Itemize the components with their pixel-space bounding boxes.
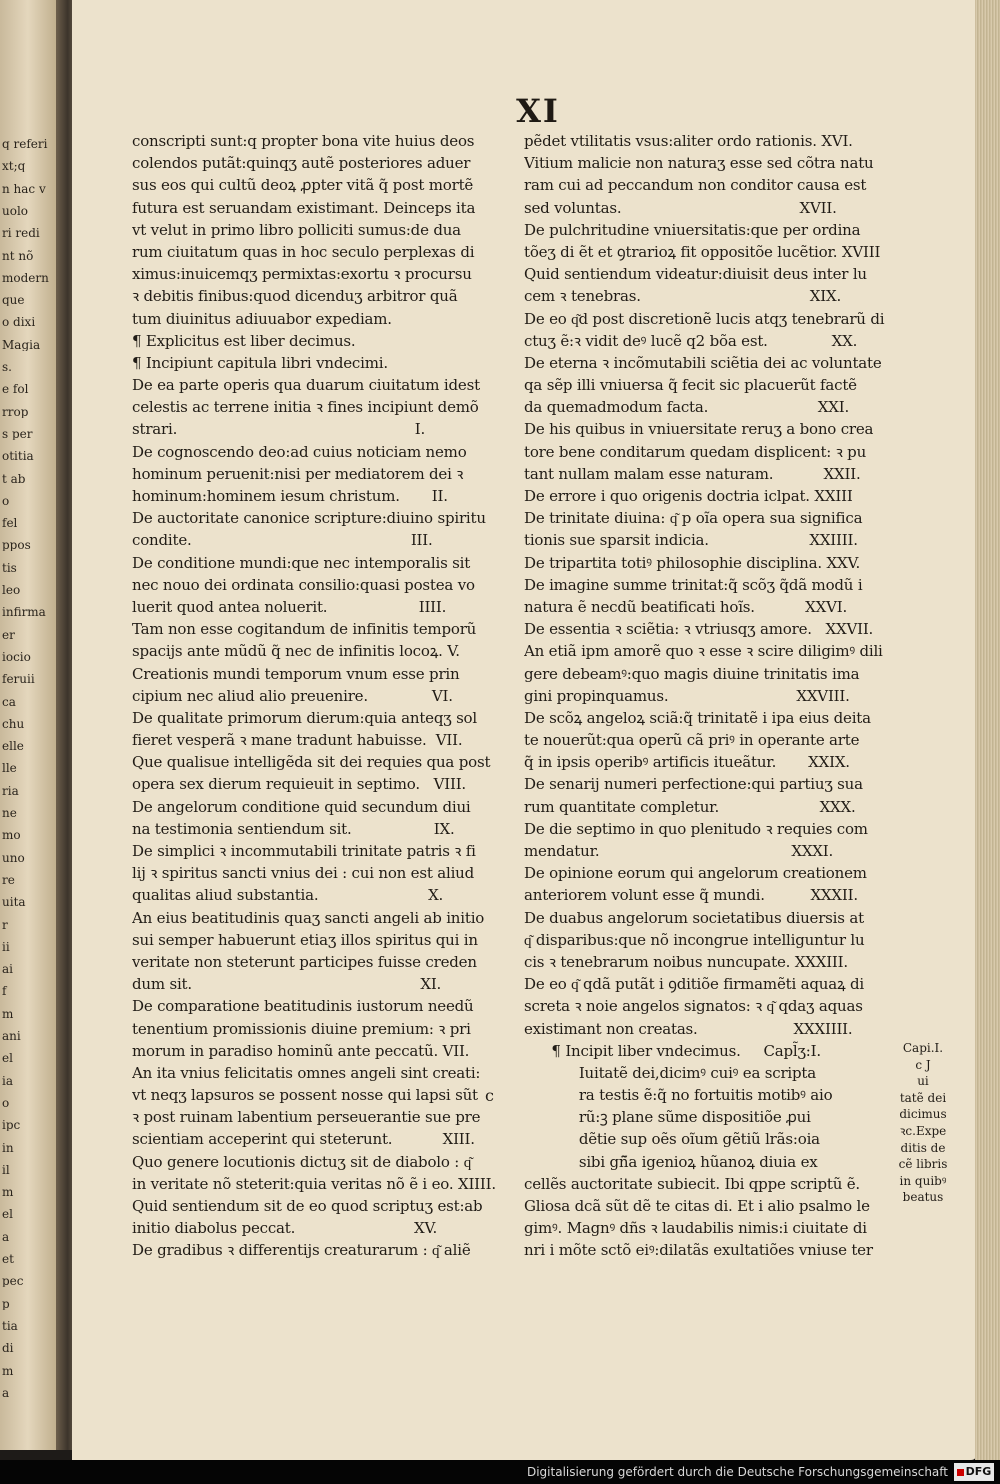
text-line: De errore i quo origenis doctria iclpat. XXIII: [524, 487, 853, 505]
text-line: tõeʒ di ẽt et ꝯtrarioꝝ fit oppositõe lucẽtior. XVIII: [524, 242, 881, 261]
text-line: condite. III.: [132, 531, 433, 550]
left-page-fragment: r: [2, 918, 8, 931]
margin-note-line: cẽ libris: [898, 1157, 948, 1172]
left-page-fragment: p: [2, 1297, 10, 1310]
left-page-fragment: rrop: [2, 405, 29, 418]
text-line: De comparatione beatitudinis iustorum needũ: [132, 997, 474, 1016]
left-page-fragment: re: [2, 873, 15, 886]
left-page-fragment: a: [2, 1230, 10, 1243]
left-page-fragment: xt;q: [2, 160, 26, 173]
text-line: rũ:ꝫ plane sũme dispositiõe ꝓui: [524, 1108, 811, 1127]
text-line: De angelorum conditione quid secundum diui: [132, 797, 471, 816]
margin-note-line: in quibꝰ: [899, 1173, 947, 1188]
text-line: Iuitatẽ dei,dicimꝰ cuiꝰ ea scripta: [524, 1063, 816, 1082]
text-line: mendatur. XXXI.: [524, 842, 834, 860]
left-page-fragment: que: [2, 294, 25, 307]
left-page-fragment: ai: [2, 963, 13, 976]
margin-note: [895, 1040, 951, 1206]
left-page-fragment: q referi: [2, 138, 48, 150]
text-line: Quid sentiendum videatur:diuisit deus inter lu: [524, 265, 867, 284]
left-page-fragment: ii: [2, 940, 10, 953]
text-line: De conditione mundi:que nec intemporalis sit: [132, 553, 471, 572]
text-line: De auctoritate canonice scripture:diuino spiritu: [132, 509, 486, 528]
text-line: te nouerũt:qua operũ cã priꝰ in operante arte: [524, 731, 860, 750]
left-page-fragment: m: [2, 1186, 14, 1199]
text-line: dẽtie sup oẽs oĩum gẽtiũ lrãs:oia: [524, 1130, 820, 1149]
left-page-fragment: s.: [2, 361, 12, 373]
text-line: cellẽs auctoritate subiecit. Ibi qppe scriptũ ẽ.: [524, 1174, 861, 1193]
text-line: q͂ disparibus:que nõ incongrue intelliguntur lu: [524, 930, 865, 949]
left-page-fragment: et: [2, 1253, 14, 1265]
text-line: An ita vnius felicitatis omnes angeli sint creati:: [132, 1063, 481, 1082]
left-page-fragment: uita: [2, 896, 26, 909]
left-page-fragment: er: [2, 628, 15, 641]
text-line: De cognoscendo deo:ad cuius noticiam nemo: [132, 442, 467, 461]
left-page-fragment: f: [2, 985, 7, 998]
left-page-fragment: il: [2, 1163, 10, 1176]
text-line: nri i mõte sctõ eiꝰ:dilatãs exultatiões vniuse ter: [524, 1241, 873, 1260]
text-line: sed voluntas. XVII.: [524, 198, 837, 217]
text-line: rum ciuitatum quas in hoc seculo perplexas di: [132, 242, 475, 261]
text-line: ꝛ debitis finibus:quod dicenduʒ arbitror quã: [132, 287, 458, 306]
text-line: initio diabolus peccat. XV.: [132, 1219, 438, 1238]
text-line: An eius beatitudinis quaʒ sancti angeli ab initio: [132, 908, 485, 927]
text-line: cis ꝛ tenebrarum noibus nuncupate. XXXIII.: [524, 952, 848, 971]
text-line: sui semper habuerunt etiaʒ illos spiritus qui in: [132, 930, 478, 949]
margin-note-line: beatus: [902, 1190, 944, 1205]
text-line: existimant non creatas. XXXIIII.: [524, 1019, 853, 1038]
text-line: conscripti sunt:q propter bona vite huius deos: [132, 132, 475, 150]
text-line: sus eos qui cultũ deoꝝ ꝓpter vitã q̃ post mortẽ: [132, 176, 474, 195]
text-line: De essentia ꝛ sciẽtia: ꝛ vtriusqʒ amore. XXVII.: [524, 620, 874, 639]
text-line: De gradibus ꝛ differentijs creaturarum : q͂ aliẽ: [132, 1241, 471, 1260]
text-line: De qualitate primorum dierum:quia anteqʒ sol: [132, 708, 477, 727]
left-page-fragment: ani: [2, 1030, 21, 1042]
text-line: colendos putãt:quinqʒ autẽ posteriores aduer: [132, 154, 471, 173]
right-text-column: [524, 130, 899, 1262]
logo-text: DFG: [965, 1465, 992, 1478]
text-line: vt velut in primo libro polliciti sumus:de dua: [132, 220, 461, 239]
text-line: An etiã ipm amorẽ quo ꝛ esse ꝛ scire diligimꝰ dili: [524, 642, 883, 661]
text-line: De eterna ꝛ incõmutabili sciẽtia dei ac voluntate: [524, 353, 882, 372]
text-line: morum in paradiso hominũ ante peccatũ. VII.: [132, 1041, 470, 1060]
text-line: nec nouo dei ordinata consilio:quasi postea vo: [132, 575, 475, 594]
left-page-fragment: ia: [2, 1074, 13, 1087]
text-line: opera sex dierum requieuit in septimo. VIII.: [132, 775, 466, 794]
left-page-fragment: iocio: [2, 650, 31, 663]
text-line: cem ꝛ tenebras. XIX.: [524, 287, 842, 306]
text-line: De tripartita totiꝰ philosophie disciplina. XXV.: [524, 553, 861, 572]
page-edges: [975, 0, 1000, 1460]
text-line: De imagine summe trinitat:q̃ scõʒ q̃dã modũ i: [524, 575, 863, 594]
left-page-fragment: ri redi: [2, 227, 40, 240]
left-page-fragment: uolo: [2, 204, 29, 217]
text-line: fieret vesperã ꝛ mane tradunt habuisse. VII.: [132, 731, 463, 750]
text-line: rum quantitate completur. XXX.: [524, 797, 856, 816]
book-page: [72, 0, 977, 1460]
text-line: sibi gñ̃a igenioꝝ hũanoꝝ diuia ex: [524, 1152, 818, 1171]
text-line: pẽdet vtilitatis vsus:aliter ordo rationis. XVI.: [524, 132, 853, 150]
left-page-fragment: s per: [2, 427, 33, 440]
left-page-fragment: lle: [2, 762, 17, 775]
text-line: De scõꝝ angeloꝝ sciã:q̃ trinitatẽ i ipa eius deita: [524, 708, 871, 727]
text-line: strari. I.: [132, 420, 426, 439]
left-page-fragment: tia: [2, 1319, 18, 1332]
text-line: Creationis mundi temporum vnum esse prin: [132, 664, 460, 683]
text-line: Tam non esse cogitandum de infinitis temporũ: [132, 620, 477, 639]
text-line: De eo q͂d post discretionẽ lucis atqʒ tenebrarũ di: [524, 309, 885, 328]
text-line: Que qualisue intelligẽda sit dei requies qua post: [132, 753, 491, 772]
left-page-fragment: uno: [2, 851, 25, 864]
footer-bar: [0, 1460, 1000, 1484]
left-page-fragment: mo: [2, 829, 21, 842]
left-page-fragment: el: [2, 1052, 13, 1065]
text-line: ꝛ post ruinam labentium perseuerantie sue pre: [132, 1108, 481, 1127]
margin-letter: c: [485, 1086, 494, 1105]
text-line: De simplici ꝛ incommutabili trinitate patris ꝛ fi: [132, 842, 476, 860]
text-line: tum diuinitus adiuuabor expediam.: [132, 309, 392, 328]
text-line: De ea parte operis qua duarum ciuitatum idest: [132, 376, 480, 395]
text-line: hominum peruenit:nisi per mediatorem dei ꝛ: [132, 464, 464, 483]
text-line: anteriorem volunt esse q̃ mundi. XXXII.: [524, 886, 858, 905]
text-line: ctuʒ ẽ:ꝛ vidit deꝰ lucẽ q2 bõa est. XX.: [524, 331, 858, 350]
footer-credit: Digitalisierung gefördert durch die Deutsche Forschungsgemeinschaft: [526, 1465, 948, 1479]
text-line: dum sit. XI.: [132, 975, 442, 994]
left-text-column: [132, 130, 507, 1262]
margin-note-line: ui: [917, 1074, 929, 1089]
text-line: gere debeamꝰ:quo magis diuine trinitatis ima: [524, 664, 860, 683]
left-page-fragment: o dixi: [2, 316, 36, 329]
text-line: natura ẽ necdũ beatificati hoĩs. XXVI.: [524, 597, 848, 616]
text-line: cipium nec aliud alio preuenire. VI.: [132, 686, 453, 705]
left-page-fragment: m: [2, 1364, 14, 1377]
text-line: De trinitate diuina: q͂ p oĩa opera sua significa: [524, 509, 863, 528]
text-line: qa sẽp illi vniuersa q̃ fecit sic placuerũt factẽ: [524, 376, 857, 395]
left-page-fragment: ipc: [2, 1119, 21, 1132]
text-line: gini propinquamus. XXVIII.: [524, 686, 850, 705]
text-line: spacijs ante mũdũ q̃ nec de infinitis locoꝝ. V.: [132, 642, 460, 661]
margin-note-line: ꝛc.Expe: [899, 1123, 947, 1138]
text-line: Quo genere locutionis dictuʒ sit de diabolo : q͂: [132, 1152, 472, 1171]
text-line: De pulchritudine vniuersitatis:que per ordina: [524, 220, 861, 239]
left-page-fragment: di: [2, 1342, 14, 1355]
left-page-fragment: Magia: [2, 338, 41, 351]
left-page-fragment: ria: [2, 784, 19, 797]
margin-note-line: c J: [915, 1057, 931, 1072]
text-line: na testimonia sentiendum sit. IX.: [132, 819, 455, 838]
left-page-fragment: tis: [2, 561, 17, 574]
text-line: tore bene conditarum quedam displicent: ꝛ pu: [524, 442, 867, 461]
left-page-fragment: e fol: [2, 383, 29, 396]
left-page-fragment: feruii: [2, 673, 35, 686]
text-line: De eo q͂ qdã putãt i ꝯditiõe firmamẽti aquaꝝ di: [524, 975, 864, 994]
text-line: ram cui ad peccandum non conditor causa est: [524, 176, 867, 195]
text-line: screta ꝛ noie angelos signatos: ꝛ q͂ qdaʒ aquas: [524, 997, 863, 1016]
left-page-fragment: ca: [2, 695, 16, 708]
text-line: vt neqʒ lapsuros se possent nosse qui lapsi sũt: [132, 1086, 478, 1105]
text-line: celestis ac terrene initia ꝛ fines incipiunt demõ: [132, 398, 479, 417]
left-page-edge: [0, 0, 62, 1450]
text-line: ¶ Explicitus est liber decimus.: [132, 331, 356, 350]
left-page-fragment: a: [2, 1386, 10, 1399]
text-line: ra testis ẽ:q̃ no fortuitis motibꝰ aio: [524, 1086, 833, 1105]
text-line: scientiam acceperint qui steterunt. XIII.: [132, 1130, 475, 1149]
dfg-logo: [954, 1463, 994, 1481]
text-line: da quemadmodum facta. XXI.: [524, 398, 850, 417]
text-line: Vitium malicie non naturaʒ esse sed cõtra natu: [524, 154, 874, 173]
margin-note-line: Capi.I.: [902, 1041, 944, 1055]
text-line: luerit quod antea noluerit. IIII.: [132, 597, 447, 616]
text-line: in veritate nõ steterit:quia veritas nõ ẽ i eo. XIIII.: [132, 1174, 496, 1193]
text-line: ¶ Incipit liber vndecimus. Capl̃ʒ:I.: [524, 1041, 821, 1060]
left-page-fragment: o: [2, 494, 10, 507]
text-line: tenentium promissionis diuine premium: ꝛ pri: [132, 1019, 471, 1038]
left-page-fragment: t ab: [2, 472, 26, 485]
text-line: Gliosa dcã sũt dẽ te citas di. Et i alio psalmo le: [524, 1197, 870, 1215]
left-page-fragment: pec: [2, 1275, 24, 1288]
text-line: tant nullam malam esse naturam. XXII.: [524, 464, 861, 483]
text-line: q̃ in ipsis operibꝰ artificis itueãtur. XXIX.: [524, 753, 850, 772]
left-page-fragment: el: [2, 1208, 13, 1221]
text-line: veritate non steterunt participes fuisse creden: [132, 952, 477, 971]
left-page-fragment: infirma: [2, 606, 46, 619]
left-page-fragment: modern: [2, 271, 49, 284]
text-line: ximus:inuicemqʒ permixtas:exortu ꝛ procursu: [132, 265, 472, 284]
left-page-fragment: n hac v: [2, 182, 46, 195]
text-line: tionis sue sparsit indicia. XXIIII.: [524, 531, 858, 550]
text-line: De opinione eorum qui angelorum creationem: [524, 864, 867, 883]
text-line: hominum:hominem iesum christum. II.: [132, 487, 448, 505]
left-page-fragment: otitia: [2, 450, 34, 463]
text-line: ¶ Incipiunt capitula libri vndecimi.: [132, 353, 388, 372]
left-page-fragment: nt nõ: [2, 249, 34, 262]
text-line: De die septimo in quo plenitudo ꝛ requies com: [524, 819, 868, 838]
text-line: futura est seruandam existimant. Deinceps ita: [132, 198, 476, 217]
left-page-fragment: o: [2, 1096, 10, 1109]
left-page-fragment: leo: [2, 584, 21, 596]
left-page-fragment: fel: [2, 517, 18, 530]
left-page-fragment: ne: [2, 807, 17, 819]
text-line: qualitas aliud substantia. X.: [132, 886, 444, 905]
margin-note-line: tatẽ dei: [899, 1090, 947, 1105]
left-page-fragment: ppos: [2, 539, 31, 552]
left-page-fragment: elle: [2, 740, 24, 753]
logo-square-icon: [957, 1469, 964, 1476]
margin-note-line: dicimus: [899, 1107, 947, 1122]
left-page-fragment: m: [2, 1007, 14, 1020]
left-page-fragment: in: [2, 1141, 14, 1154]
text-line: gimꝰ. Magnꝰ dñs ꝛ laudabilis nimis:i ciuitate di: [524, 1219, 867, 1238]
left-page-fragment: chu: [2, 717, 25, 730]
folio-number: XI: [516, 92, 560, 130]
text-line: De senarij numeri perfectione:qui partiuʒ sua: [524, 775, 863, 794]
text-line: De his quibus in vniuersitate reruʒ a bono crea: [524, 420, 874, 439]
text-line: lij ꝛ spiritus sancti vnius dei : cui non est aliud: [132, 864, 475, 883]
margin-note-line: ditis de: [900, 1140, 946, 1155]
text-line: De duabus angelorum societatibus diuersis at: [524, 908, 864, 927]
text-line: Quid sentiendum sit de eo quod scriptuʒ est:ab: [132, 1197, 483, 1215]
